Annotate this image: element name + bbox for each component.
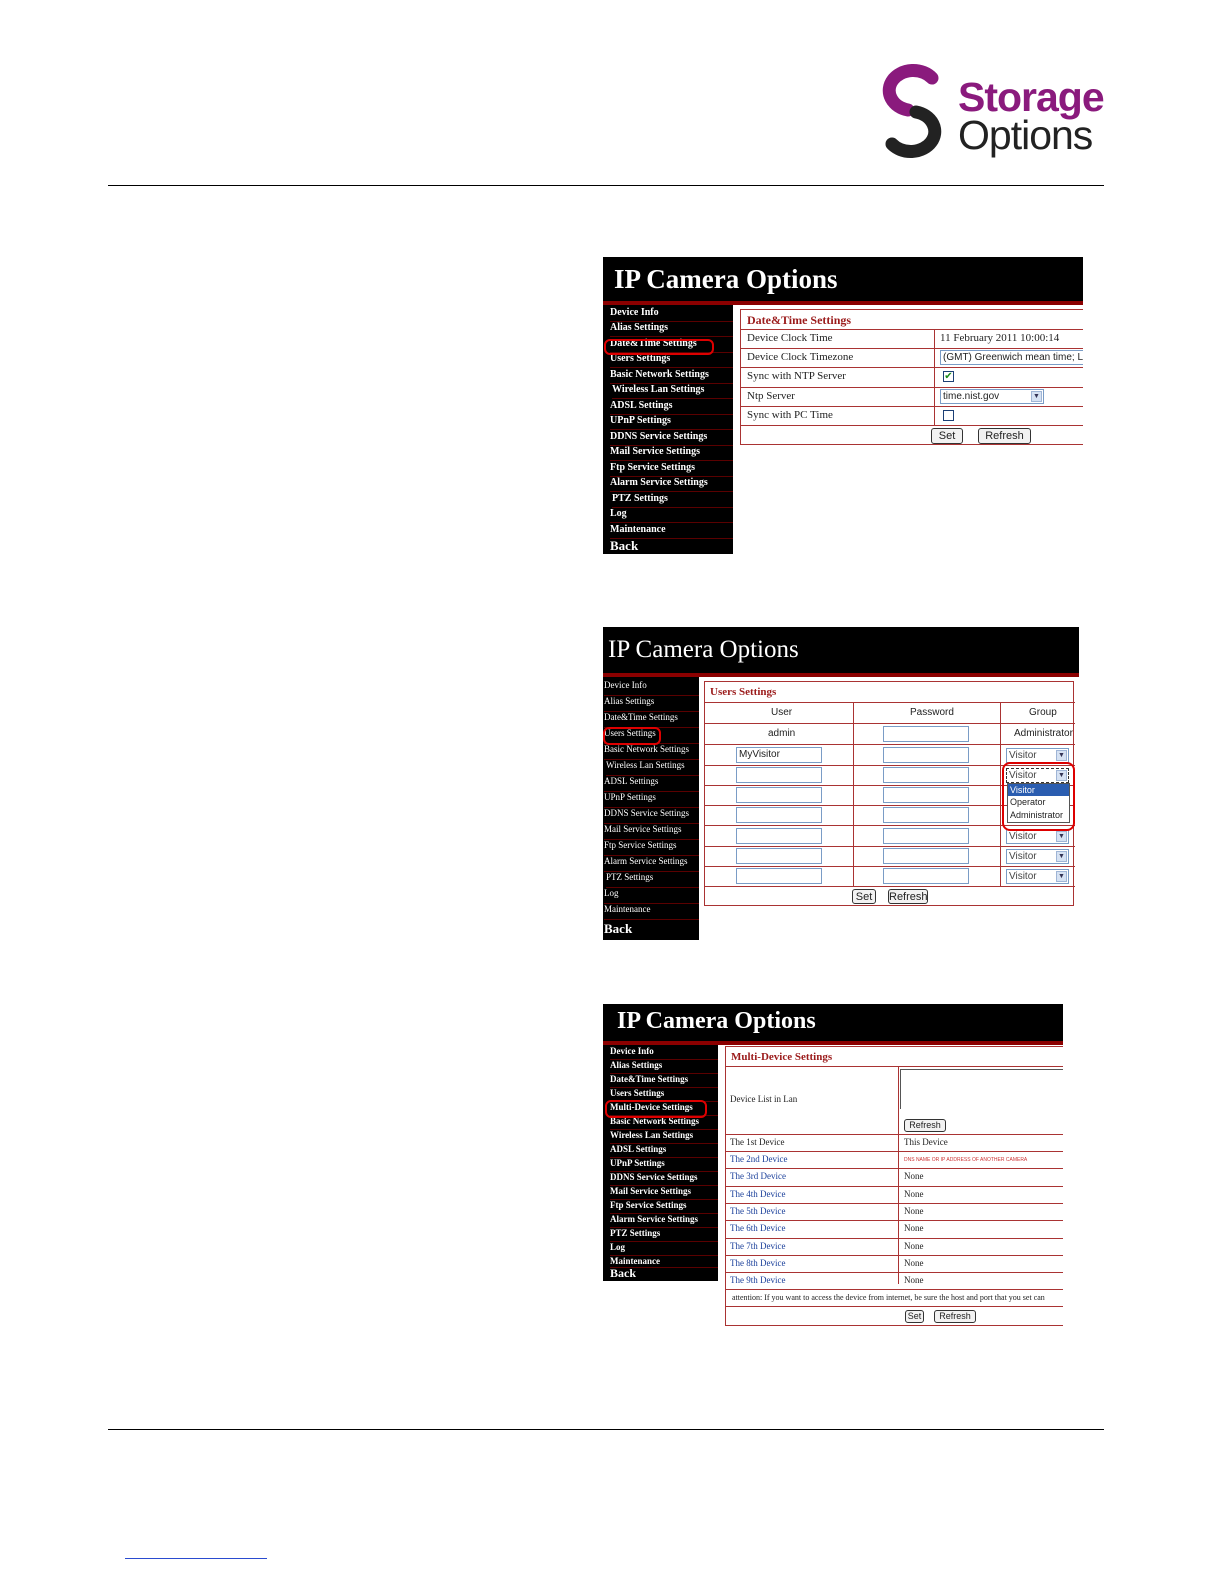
password-input[interactable]: [883, 726, 969, 742]
nav-log[interactable]: Log: [604, 888, 699, 904]
row-label: Sync with PC Time: [747, 409, 833, 421]
side-nav: [603, 1045, 718, 1281]
column-divider: [898, 1066, 899, 1284]
dropdown-option-administrator[interactable]: Administrator: [1010, 810, 1064, 820]
nav-ddns-settings[interactable]: DDNS Service Settings: [610, 1172, 718, 1186]
device-list-refresh-button[interactable]: Refresh: [904, 1119, 946, 1132]
side-nav: [603, 677, 699, 940]
nav-ddns-settings[interactable]: DDNS Service Settings: [610, 431, 733, 446]
row-divider: [741, 387, 1083, 388]
pc-time-sync-checkbox[interactable]: [943, 410, 954, 421]
nav-ptz-settings[interactable]: PTZ Settings: [612, 493, 733, 508]
device-clock-time-value: 11 February 2011 10:00:14: [940, 332, 1060, 344]
nav-basic-network-settings[interactable]: Basic Network Settings: [610, 369, 733, 384]
row-divider: [726, 1168, 1063, 1169]
row-divider: [726, 1289, 1063, 1290]
nav-alias-settings[interactable]: Alias Settings: [610, 1060, 718, 1074]
nav-adsl-settings[interactable]: ADSL Settings: [604, 776, 699, 792]
dropdown-option-visitor[interactable]: Visitor: [1008, 784, 1069, 796]
group-select[interactable]: [1006, 849, 1069, 864]
password-input[interactable]: [883, 868, 969, 884]
row-divider: [741, 329, 1083, 330]
nav-datetime-settings[interactable]: Date&Time Settings: [604, 712, 699, 728]
group-select-value: Visitor: [1009, 871, 1037, 882]
chevron-down-icon: ▼: [1056, 770, 1067, 781]
nav-maintenance[interactable]: Maintenance: [610, 1256, 718, 1268]
password-input[interactable]: [883, 807, 969, 823]
footer-link-underline: [125, 1558, 267, 1559]
nav-alarm-settings[interactable]: Alarm Service Settings: [610, 1214, 718, 1228]
banner-title: IP Camera Options: [603, 627, 1079, 673]
row-label: Sync with NTP Server: [747, 370, 846, 382]
nav-alias-settings[interactable]: Alias Settings: [604, 696, 699, 712]
footer-rule: [108, 1429, 1104, 1430]
nav-wireless-lan-settings[interactable]: Wireless Lan Settings: [606, 760, 699, 776]
nav-users-settings[interactable]: Users Settings: [610, 1088, 718, 1102]
screenshot-datetime-settings: [603, 257, 1083, 554]
row-divider: [741, 367, 1083, 368]
row-divider: [726, 1238, 1063, 1239]
nav-upnp-settings[interactable]: UPnP Settings: [610, 1158, 718, 1172]
device-link[interactable]: The 6th Device: [730, 1223, 786, 1233]
group-select-value: Visitor: [1009, 770, 1037, 781]
set-button[interactable]: Set: [905, 1310, 924, 1323]
header-rule: [108, 185, 1104, 186]
device-value: None: [904, 1275, 924, 1285]
device-link[interactable]: The 8th Device: [730, 1258, 786, 1268]
group-select-value: Visitor: [1009, 831, 1037, 842]
password-input[interactable]: [883, 848, 969, 864]
ntp-server-select[interactable]: [940, 389, 1044, 404]
attention-note: attention: If you want to access the device from internet, be sure the host and port that you set can: [732, 1293, 1045, 1302]
refresh-button[interactable]: Refresh: [889, 891, 928, 903]
banner-title: IP Camera Options: [603, 1004, 1063, 1041]
nav-mail-settings[interactable]: Mail Service Settings: [610, 446, 733, 461]
nav-users-settings[interactable]: Users Settings: [610, 353, 733, 368]
user-input[interactable]: [736, 767, 822, 783]
user-input[interactable]: [736, 807, 822, 823]
chevron-down-icon: ▼: [1056, 831, 1067, 842]
row-divider: [726, 1203, 1063, 1204]
nav-wireless-lan-settings[interactable]: Wireless Lan Settings: [612, 384, 733, 399]
nav-ftp-settings[interactable]: Ftp Service Settings: [604, 840, 699, 856]
device-value: None: [904, 1223, 924, 1233]
users-form: [704, 681, 1074, 906]
device-link[interactable]: The 5th Device: [730, 1206, 786, 1216]
highlight-ring: [603, 727, 661, 745]
row-label: Device Clock Timezone: [747, 351, 854, 363]
dropdown-option-operator[interactable]: Operator: [1010, 797, 1046, 807]
nav-mail-settings[interactable]: Mail Service Settings: [604, 824, 699, 840]
user-input[interactable]: [736, 868, 822, 884]
row-divider: [741, 348, 1083, 349]
logo-text-options: Options: [958, 112, 1093, 158]
banner-title: IP Camera Options: [603, 257, 1083, 301]
group-select-value: Visitor: [1009, 750, 1037, 761]
device-link[interactable]: The 2nd Device: [730, 1154, 788, 1164]
highlight-ring: [605, 1100, 707, 1118]
nav-ddns-settings[interactable]: DDNS Service Settings: [604, 808, 699, 824]
column-divider: [1000, 702, 1001, 886]
column-divider: [934, 329, 935, 425]
nav-ftp-settings[interactable]: Ftp Service Settings: [610, 462, 733, 477]
password-input[interactable]: [883, 767, 969, 783]
device-list-label: Device List in Lan: [730, 1094, 798, 1104]
row-divider: [705, 866, 1075, 867]
row-divider: [726, 1134, 1063, 1135]
row-divider: [726, 1306, 1063, 1307]
nav-back[interactable]: Back: [610, 538, 639, 553]
device-value: None: [904, 1241, 924, 1251]
device-value: DNS NAME OR IP ADDRESS OF ANOTHER CAMERA: [904, 1157, 1028, 1163]
ntp-server-value: time.nist.gov: [943, 391, 1000, 402]
nav-adsl-settings[interactable]: ADSL Settings: [610, 1144, 718, 1158]
password-input[interactable]: [883, 828, 969, 844]
row-divider: [705, 846, 1075, 847]
nav-maintenance[interactable]: Maintenance: [604, 904, 699, 920]
device-link[interactable]: The 4th Device: [730, 1189, 786, 1199]
nav-alarm-settings[interactable]: Alarm Service Settings: [604, 856, 699, 872]
device-value: None: [904, 1258, 924, 1268]
set-button[interactable]: Set: [931, 428, 963, 444]
row-divider: [741, 425, 1083, 426]
column-divider: [853, 702, 854, 886]
screenshot-multi-device-settings: [603, 1004, 1063, 1328]
ntp-sync-checkbox[interactable]: ✔: [944, 371, 953, 382]
admin-group: Administrator: [1014, 728, 1073, 739]
nav-wireless-lan-settings[interactable]: Wireless Lan Settings: [610, 1130, 718, 1144]
multi-device-form: [725, 1046, 1063, 1326]
logo-text-storage: Storage: [958, 74, 1104, 120]
row-divider: [705, 702, 1075, 703]
row-divider: [705, 744, 1075, 745]
nav-datetime-settings[interactable]: Date&Time Settings: [610, 338, 733, 353]
timezone-select[interactable]: (GMT) Greenwich mean time; L: [940, 350, 1083, 365]
row-divider: [705, 723, 1075, 724]
nav-mail-settings[interactable]: Mail Service Settings: [610, 1186, 718, 1200]
nav-device-info[interactable]: Device Info: [604, 680, 699, 696]
user-input[interactable]: [736, 828, 822, 844]
device-value: None: [904, 1206, 924, 1216]
nav-adsl-settings[interactable]: ADSL Settings: [610, 400, 733, 415]
datetime-form: [740, 309, 1083, 445]
row-divider: [726, 1255, 1063, 1256]
nav-back[interactable]: Back: [604, 921, 633, 936]
admin-user: admin: [768, 728, 796, 739]
nav-ftp-settings[interactable]: Ftp Service Settings: [610, 1200, 718, 1214]
device-name: The 1st Device: [730, 1137, 785, 1147]
user-input[interactable]: MyVisitor: [736, 747, 822, 763]
group-select[interactable]: [1006, 829, 1069, 844]
screenshot-users-settings: [603, 627, 1079, 940]
nav-alias-settings[interactable]: Alias Settings: [610, 322, 733, 337]
nav-device-info[interactable]: Device Info: [610, 1046, 718, 1060]
header-user: User: [771, 707, 793, 718]
chevron-down-icon: ▼: [1056, 871, 1067, 882]
row-divider: [726, 1272, 1063, 1273]
nav-ptz-settings[interactable]: PTZ Settings: [610, 1228, 718, 1242]
header-group: Group: [1029, 707, 1057, 718]
form-title: Users Settings: [710, 686, 777, 698]
group-select-value: Visitor: [1009, 851, 1037, 862]
nav-upnp-settings[interactable]: UPnP Settings: [610, 415, 733, 430]
form-title: Multi-Device Settings: [731, 1051, 833, 1063]
nav-basic-network-settings[interactable]: Basic Network Settings: [610, 1116, 718, 1130]
nav-log[interactable]: Log: [610, 1242, 718, 1256]
device-link[interactable]: The 7th Device: [730, 1241, 786, 1251]
header-password: Password: [910, 707, 954, 718]
nav-log[interactable]: Log: [610, 508, 733, 523]
nav-datetime-settings[interactable]: Date&Time Settings: [610, 1074, 718, 1088]
password-input[interactable]: [883, 747, 969, 763]
device-link[interactable]: The 9th Device: [730, 1275, 786, 1285]
logo-s-mark-icon: [878, 62, 946, 160]
device-value: This Device: [904, 1137, 948, 1147]
row-divider: [726, 1186, 1063, 1187]
nav-back[interactable]: Back: [610, 1266, 637, 1280]
set-button[interactable]: Set: [852, 889, 876, 904]
row-label: Device Clock Time: [747, 332, 833, 344]
row-divider: [726, 1151, 1063, 1152]
device-link[interactable]: The 3rd Device: [730, 1171, 786, 1181]
user-input[interactable]: [736, 787, 822, 803]
chevron-down-icon: ▼: [1056, 851, 1067, 862]
nav-alarm-settings[interactable]: Alarm Service Settings: [610, 477, 733, 492]
nav-device-info[interactable]: Device Info: [610, 307, 733, 322]
row-label: Ntp Server: [747, 390, 795, 402]
highlight-ring: [604, 339, 714, 355]
device-value: None: [904, 1189, 924, 1199]
nav-upnp-settings[interactable]: UPnP Settings: [604, 792, 699, 808]
nav-ptz-settings[interactable]: PTZ Settings: [606, 872, 699, 888]
group-select[interactable]: [1006, 869, 1069, 884]
user-input[interactable]: [736, 848, 822, 864]
nav-multi-device-settings[interactable]: Multi-Device Settings: [610, 1102, 718, 1116]
nav-maintenance[interactable]: Maintenance: [610, 524, 733, 539]
chevron-down-icon: ▼: [1056, 750, 1067, 761]
form-title: Date&Time Settings: [747, 313, 852, 327]
refresh-button[interactable]: Refresh: [934, 1310, 976, 1323]
device-value: None: [904, 1171, 924, 1181]
row-divider: [741, 406, 1083, 407]
password-input[interactable]: [883, 787, 969, 803]
group-select[interactable]: [1006, 748, 1069, 763]
highlight-ring: [1002, 762, 1075, 831]
nav-users-settings[interactable]: Users Settings: [604, 728, 699, 744]
chevron-down-icon: ▼: [1031, 391, 1042, 402]
row-divider: [726, 1066, 1063, 1067]
nav-basic-network-settings[interactable]: Basic Network Settings: [604, 744, 699, 760]
row-divider: [726, 1220, 1063, 1221]
row-divider: [705, 886, 1075, 887]
device-list-box[interactable]: [900, 1069, 1063, 1109]
refresh-button[interactable]: Refresh: [978, 428, 1031, 444]
